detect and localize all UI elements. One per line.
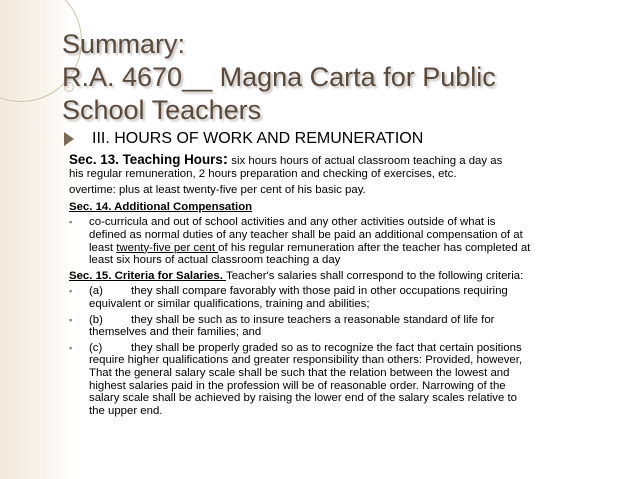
- sec14-b1-line-1: co-curricula and out of school activities and any other activities outside of what is: [89, 216, 496, 229]
- sec15-line: [69, 270, 625, 283]
- sec15-bullet-a: [69, 285, 625, 310]
- sec15-b-line-2: themselves and their families; and: [89, 326, 262, 339]
- sec14-b1-line-3-underlined: twenty-five per cent: [116, 241, 219, 254]
- content-body: [69, 151, 625, 417]
- sec14-b1-line-3b: of his regular remuneration after the teacher has completed at: [218, 241, 531, 254]
- sec13-colon: :: [222, 151, 229, 168]
- sec15-b-line-1: [89, 314, 625, 327]
- sec14-b1-line-3: [89, 242, 625, 255]
- sec13-line-2: his regular remuneration, 2 hours preparation and checking of exercises, etc.: [69, 167, 457, 180]
- small-square-bullet-icon: ▪: [69, 286, 73, 297]
- sec15-label: Sec. 15. Criteria for Salaries.: [69, 269, 227, 282]
- sec15-bullet-b: [69, 314, 625, 339]
- title-line-3: School Teachers: [62, 95, 262, 125]
- sec13-overtime: overtime: plus at least twenty-five per cent of his basic pay.: [69, 184, 366, 197]
- sec15-a-line-1: [89, 285, 625, 298]
- section-heading: [64, 130, 423, 148]
- sec15-bullet-c: [69, 342, 625, 418]
- slide-title: [62, 28, 622, 127]
- section-heading-text: III. HOURS OF WORK AND REMUNERATION: [92, 130, 424, 147]
- sec15-c-text-1: they shall be properly graded so as to recognize the fact that certain positions: [131, 341, 522, 354]
- sec15-a-text-1: they shall compare favorably with those paid in other occupations requiring: [131, 285, 508, 298]
- sec14-label: Sec. 14. Additional Compensation: [69, 200, 253, 213]
- sec15-c-line-1: [89, 342, 625, 355]
- small-square-bullet-icon: ▪: [69, 314, 73, 325]
- sec14-bullet: [69, 216, 625, 266]
- title-line-1: Summary:: [62, 29, 186, 59]
- sec15-c-tag: (c): [89, 341, 103, 354]
- sec15-b-text-1: they shall be such as to insure teachers a reasonable standard of life for: [131, 313, 495, 326]
- sec15-c-line-5: salary scale shall be achieved by raising the lower end of the salary scales relative to: [89, 392, 518, 405]
- triangle-arrow-icon: [64, 132, 74, 146]
- sec15-intro: Teacher's salaries shall correspond to the following criteria:: [226, 269, 524, 282]
- sec15-a-line-2: equivalent or similar qualifications, training and abilities;: [89, 297, 370, 310]
- sec14-b1-line-4: least six hours of actual classroom teaching a day: [89, 254, 341, 267]
- title-line-2: R.A. 4670__ Magna Carta for Public: [62, 62, 496, 92]
- sec15-c-line-4: highest salaries paid in the profession will be of reasonable order. Narrowing of the: [89, 379, 506, 392]
- small-square-bullet-icon: ▪: [69, 342, 73, 353]
- sec15-c-line-6: the upper end.: [89, 404, 163, 417]
- sec14-b1-line-2: defined as normal duties of any teacher shall be paid an additional compensation of at: [89, 228, 523, 241]
- sec13-label: Sec. 13. Teaching Hours: [69, 152, 223, 167]
- sec13-text-1: six hours hours of actual classroom teaching a day as: [228, 155, 503, 167]
- sec15-a-tag: (a): [89, 285, 103, 298]
- sec15-c-line-3: That the general salary scale shall be such that the relation between the lowest and: [89, 366, 510, 379]
- small-square-bullet-icon: ▪: [69, 217, 73, 228]
- sec15-b-tag: (b): [89, 313, 103, 326]
- sec13-line-1: [69, 151, 625, 168]
- sec15-c-line-2: require higher qualifications and greater responsibility than others: Provided, however,: [89, 354, 523, 367]
- sec14-b1-line-3a: least: [89, 241, 117, 254]
